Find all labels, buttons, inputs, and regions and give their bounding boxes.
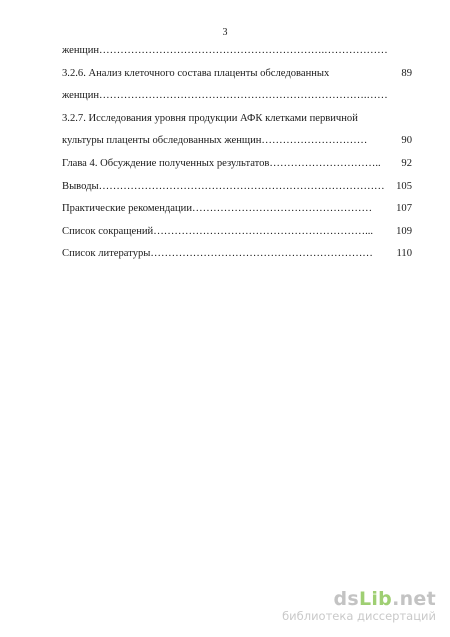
toc-entry-page: 90 [401,135,412,147]
toc-entry-text: женщин………………………………………………………………….…… [62,90,388,102]
toc-entry-text: 3.2.7. Исследования уровня продукции АФК клетками первичной [62,112,358,124]
toc-entry [62,200,418,223]
logo-lib-text: Lib [358,588,393,610]
toc-entry-text: культуры плаценты обследованных женщин………………………… [62,135,368,147]
toc-entry-page: 89 [401,67,412,79]
toc-entry-text: Практические рекомендации…………………………………………… [62,203,373,215]
toc-entry-page: 107 [396,203,412,215]
table-of-contents [62,42,418,268]
toc-entry-page: 110 [396,248,412,260]
logo-ds-text: ds [333,588,359,610]
toc-entry-text: Список сокращений……………………………………………………... [62,225,374,237]
toc-entry [62,87,418,110]
logo-net-text: .net [392,588,436,610]
toc-entry [62,132,418,155]
toc-entry [62,155,418,178]
toc-entry-page: 109 [396,225,412,237]
toc-entry-page: 92 [401,157,412,169]
toc-entry-text: Выводы……………………………………………………………………… [62,180,385,192]
toc-entry [62,42,418,65]
toc-entry-text: Глава 4. Обсуждение полученных результатов………………………….. [62,157,381,169]
toc-entry-text: 3.2.6. Анализ клеточного состава плаценты обследованных [62,67,330,79]
toc-entry [62,178,418,201]
toc-entry-page: 105 [396,180,412,192]
toc-entry [62,223,418,246]
page-number: 3 [222,27,228,38]
toc-entry [62,110,418,133]
toc-entry-text: женщин……………………………………………………….……………… [62,45,388,56]
watermark-tagline: библиотека диссертаций [282,609,436,623]
dslib-watermark [236,589,436,627]
dslib-logo [236,589,436,609]
toc-entry [62,65,418,88]
toc-entry [62,245,418,268]
toc-entry-text: Список литературы……………………………………………………… [62,248,373,260]
